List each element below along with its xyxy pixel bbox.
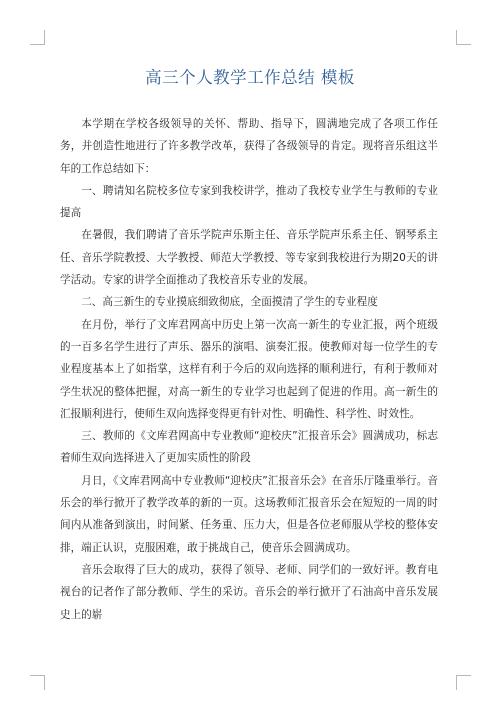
heading-section-3: 三、教师的《文库君网高中专业教师“迎校庆”汇报音乐会》圆满成功，标志着师生双向选择进入了更加实质性的阶段: [60, 430, 438, 465]
paragraph-section-2: 在月份，举行了文库君网高中历史上第一次高一新生的专业汇报，两个班级的一百多名学生进行了声乐、器乐的演唱、演奏汇报。使教师对每一位学生的专业程度基本上了如指掌，这样有利于今后的双向选择的顺利进行，有利于教师对学生状况的整体把握，对高一新生的专业学习也起到了促进的作用。高一新生的汇报顺利进行，使师生双向选择变得更有针对性、明确性、科学性、时效性。: [60, 318, 438, 420]
crop-mark-top-left: [30, 30, 45, 45]
crop-mark-top-right: [456, 30, 471, 45]
document-body: [60, 113, 438, 626]
paragraph-section-3: 月日，《文库君网高中专业教师“迎校庆”汇报音乐会》在音乐厅隆重举行。音乐会的举行掀开了教学改革的新的一页。这场教师汇报音乐会在短短的一周的时间内从准备到演出，时间紧、任务重、压力大，但是各位老师服从学校的整体安排，端正认识，克服困难，敢于挑战自己，使音乐会圆满成功。: [60, 474, 438, 554]
paragraph-intro: 本学期在学校各级领导的关怀、帮助、指导下，圆满地完成了各项工作任务，并创造性地进行了许多教学改革，获得了各级领导的肯定。现将音乐组这半年的工作总结如下：: [60, 118, 438, 175]
heading-section-1: 一、聘请知名院校多位专家到我校讲学，推动了我校专业学生与教师的专业提高: [60, 184, 438, 220]
document-title: 高三个人教学工作总结 模板: [145, 68, 355, 87]
crop-mark-bottom-left: [30, 675, 45, 690]
crop-mark-bottom-right: [456, 675, 471, 690]
paragraph-section-1: 在暑假，我们聘请了音乐学院声乐斯主任、音乐学院声乐系主任、钢琴系主任、音乐学院教授、大学教授、师范大学教授、等专家到我校进行为期20天的讲学活动。专家的讲学全面推动了我校音乐专业的发展。: [60, 229, 438, 287]
paragraph-section-3-cont: 音乐会取得了巨大的成功，获得了领导、老师、同学们的一致好评。教育电视台的记者作了部分教师、学生的采访。音乐会的举行掀开了石油高中音乐发展史上的崭: [60, 563, 438, 621]
heading-section-2: 二、高三新生的专业摸底细致彻底，全面摸清了学生的专业程度: [81, 296, 378, 309]
